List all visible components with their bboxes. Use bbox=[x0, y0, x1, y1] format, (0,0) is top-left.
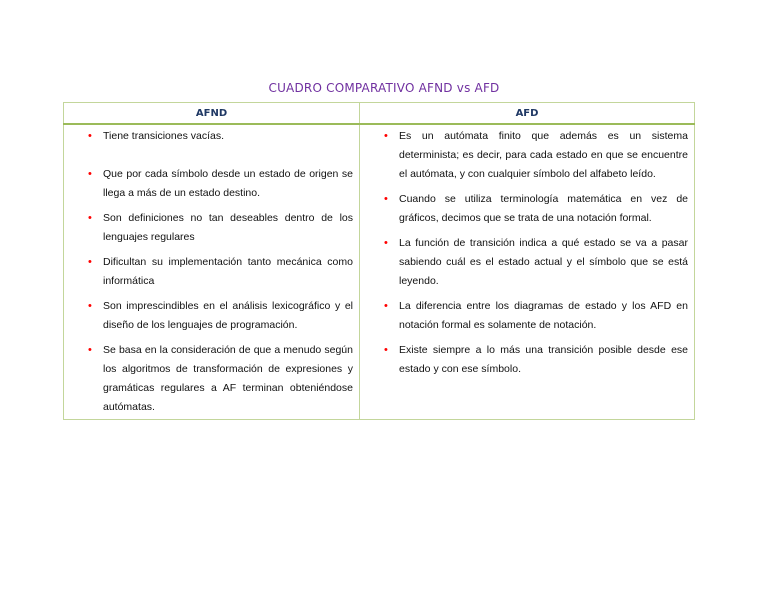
list-item bbox=[70, 165, 353, 203]
afnd-item-3: Son definiciones no tan deseables dentro de los lenguajes regulares bbox=[103, 212, 353, 243]
afd-item-3: La función de transición indica a qué estado se va a pasar sabiendo cuál es el estado actual y el símbolo que se está leyendo. bbox=[399, 237, 688, 287]
list-item bbox=[366, 127, 688, 184]
afnd-item-1: Tiene transiciones vacías. bbox=[103, 130, 225, 142]
bullet-icon: • bbox=[384, 300, 388, 312]
column-header-afd: AFD bbox=[360, 103, 695, 125]
list-item bbox=[70, 297, 353, 335]
list-item bbox=[70, 209, 353, 247]
list-item bbox=[70, 253, 353, 291]
table-row bbox=[64, 124, 695, 420]
list-item bbox=[70, 127, 353, 146]
bullet-icon: • bbox=[88, 168, 92, 180]
list-item bbox=[366, 190, 688, 228]
afd-item-2: Cuando se utiliza terminología matemática en vez de gráficos, decimos que se trata de una notación formal. bbox=[399, 193, 688, 224]
bullet-icon: • bbox=[88, 212, 92, 224]
afnd-cell bbox=[64, 124, 360, 420]
afd-list bbox=[366, 127, 688, 379]
list-item bbox=[366, 297, 688, 335]
afnd-item-2: Que por cada símbolo desde un estado de origen se llega a más de un estado destino. bbox=[103, 168, 353, 199]
list-item bbox=[366, 341, 688, 379]
bullet-icon: • bbox=[88, 130, 92, 142]
list-item bbox=[70, 341, 353, 417]
bullet-icon: • bbox=[384, 237, 388, 249]
afd-item-5: Existe siempre a lo más una transición posible desde ese estado y con ese símbolo. bbox=[399, 344, 688, 375]
bullet-icon: • bbox=[384, 130, 388, 142]
document-title: CUADRO COMPARATIVO AFND vs AFD bbox=[268, 81, 500, 95]
bullet-icon: • bbox=[384, 344, 388, 356]
afnd-list bbox=[70, 127, 353, 417]
table-header-row bbox=[64, 103, 695, 125]
afd-cell bbox=[360, 124, 695, 420]
bullet-icon: • bbox=[88, 256, 92, 268]
afnd-item-6: Se basa en la consideración de que a menudo según los algoritmos de transformación de expresiones y gramáticas regulares a AF terminan obteniéndose autómatas. bbox=[103, 344, 353, 413]
afd-item-4: La diferencia entre los diagramas de estado y los AFD en notación formal es solamente de notación. bbox=[399, 300, 688, 331]
afd-item-1: Es un autómata finito que además es un sistema determinista; es decir, para cada estado en que se encuentre el autómata, y con cualquier símbolo del alfabeto leído. bbox=[399, 130, 688, 180]
list-item bbox=[366, 234, 688, 291]
afnd-item-4: Dificultan su implementación tanto mecánica como informática bbox=[103, 256, 353, 287]
afnd-item-5: Son imprescindibles en el análisis lexicográfico y el diseño de los lenguajes de programación. bbox=[103, 300, 353, 331]
bullet-icon: • bbox=[88, 344, 92, 356]
column-header-afnd: AFND bbox=[64, 103, 360, 125]
bullet-icon: • bbox=[384, 193, 388, 205]
bullet-icon: • bbox=[88, 300, 92, 312]
comparison-table bbox=[63, 102, 695, 420]
